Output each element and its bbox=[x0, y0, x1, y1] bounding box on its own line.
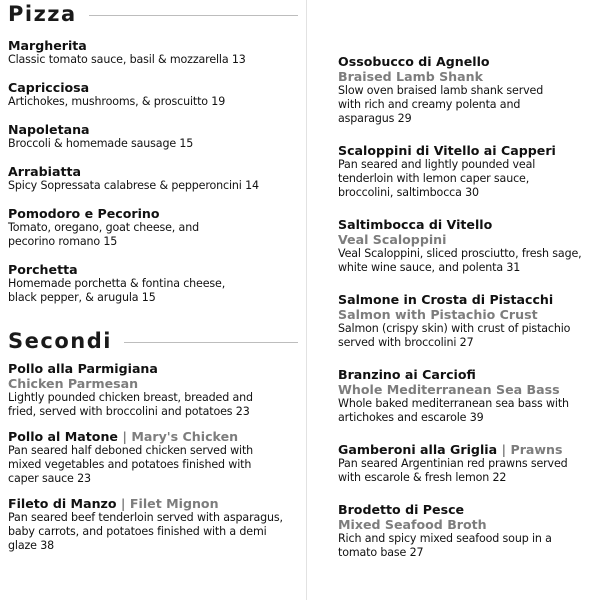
secondi-header bbox=[8, 329, 298, 353]
item-subtitle: Prawns bbox=[510, 442, 563, 457]
item-subtitle: Mary's Chicken bbox=[131, 429, 239, 444]
item-subtitle: Mixed Seafood Broth bbox=[338, 517, 487, 532]
item-description: Classic tomato sauce, basil & mozzarella 13 bbox=[8, 53, 246, 66]
menu-item bbox=[8, 361, 298, 419]
pizza-header bbox=[8, 2, 298, 26]
menu-item bbox=[8, 80, 298, 109]
menu-item bbox=[338, 502, 594, 560]
item-name: Saltimbocca di Vitello bbox=[338, 217, 493, 232]
menu-item bbox=[338, 54, 594, 126]
item-description: Pan seared and lightly pounded veal tenderloin with lemon caper sauce, broccolini, saltimbocca 30 bbox=[338, 158, 536, 199]
item-subtitle: Veal Scaloppini bbox=[338, 232, 447, 247]
item-name-line bbox=[338, 442, 594, 457]
item-description: Veal Scaloppini, sliced prosciutto, fresh sage, white wine sauce, and polenta 31 bbox=[338, 247, 582, 274]
item-name: Brodetto di Pesce bbox=[338, 502, 465, 517]
menu-item bbox=[8, 496, 298, 553]
separator: | bbox=[501, 442, 507, 457]
menu-item bbox=[338, 217, 594, 275]
menu-item bbox=[8, 206, 298, 249]
item-name-line bbox=[8, 496, 298, 511]
item-description: Tomato, oregano, goat cheese, and pecorino romano 15 bbox=[8, 221, 199, 248]
menu-item bbox=[338, 367, 594, 425]
item-subtitle: Chicken Parmesan bbox=[8, 376, 139, 391]
pizza-section bbox=[8, 2, 298, 305]
item-name-line bbox=[8, 429, 298, 444]
item-description: Artichokes, mushrooms, & proscuitto 19 bbox=[8, 95, 226, 108]
item-description: Whole baked mediterranean sea bass with artichokes and escarole 39 bbox=[338, 397, 569, 424]
menu-item bbox=[338, 442, 594, 485]
item-description: Slow oven braised lamb shank served with rich and creamy polenta and asparagus 29 bbox=[338, 84, 544, 125]
menu-item bbox=[8, 429, 298, 486]
right-column bbox=[338, 54, 594, 577]
item-subtitle: Whole Mediterranean Sea Bass bbox=[338, 382, 560, 397]
section-title-secondi: Secondi bbox=[8, 329, 112, 353]
item-name: Arrabiatta bbox=[8, 164, 82, 179]
menu-item bbox=[338, 143, 594, 200]
item-name: Capricciosa bbox=[8, 80, 90, 95]
item-name: Margherita bbox=[8, 38, 87, 53]
item-subtitle: Filet Mignon bbox=[129, 496, 219, 511]
item-subtitle: Braised Lamb Shank bbox=[338, 69, 483, 84]
separator: | bbox=[122, 429, 127, 444]
item-name: Branzino ai Carciofi bbox=[338, 367, 476, 382]
section-rule bbox=[124, 342, 298, 343]
item-description: Broccoli & homemade sausage 15 bbox=[8, 137, 194, 150]
menu-item bbox=[8, 262, 298, 305]
item-name: Porchetta bbox=[8, 262, 78, 277]
menu-item bbox=[8, 122, 298, 151]
item-description: Homemade porchetta & fontina cheese, black pepper, & arugula 15 bbox=[8, 277, 226, 304]
item-name: Pollo alla Parmigiana bbox=[8, 361, 158, 376]
secondi-section bbox=[8, 329, 298, 553]
item-subtitle: Salmon with Pistachio Crust bbox=[338, 307, 538, 322]
item-description: Spicy Sopressata calabrese & pepperoncini 14 bbox=[8, 179, 259, 192]
item-name: Pollo al Matone bbox=[8, 429, 118, 444]
item-name: Napoletana bbox=[8, 122, 90, 137]
item-description: Pan seared Argentinian red prawns served with escarole & fresh lemon 22 bbox=[338, 457, 568, 484]
item-description: Pan seared half deboned chicken served with mixed vegetables and potatoes finished with caper sauce 23 bbox=[8, 444, 254, 485]
item-description: Rich and spicy mixed seafood soup in a tomato base 27 bbox=[338, 532, 552, 559]
item-description: Salmon (crispy skin) with crust of pistachio served with broccolini 27 bbox=[338, 322, 571, 349]
section-rule bbox=[89, 15, 298, 16]
column-divider bbox=[306, 0, 307, 600]
left-column bbox=[8, 0, 298, 563]
item-description: Lightly pounded chicken breast, breaded and fried, served with broccolini and potatoes 23 bbox=[8, 391, 253, 418]
item-name: Gamberoni alla Griglia bbox=[338, 442, 498, 457]
menu-item bbox=[8, 164, 298, 193]
menu-item bbox=[8, 38, 298, 67]
item-name: Pomodoro e Pecorino bbox=[8, 206, 160, 221]
item-name: Ossobucco di Agnello bbox=[338, 54, 490, 69]
separator: | bbox=[120, 496, 126, 511]
item-name: Fileto di Manzo bbox=[8, 496, 117, 511]
item-name: Scaloppini di Vitello ai Capperi bbox=[338, 143, 556, 158]
item-name: Salmone in Crosta di Pistacchi bbox=[338, 292, 554, 307]
section-title-pizza: Pizza bbox=[8, 2, 77, 26]
item-description: Pan seared beef tenderloin served with asparagus, baby carrots, and potatoes finished with a demi glaze 38 bbox=[8, 511, 283, 552]
menu-item bbox=[338, 292, 594, 350]
